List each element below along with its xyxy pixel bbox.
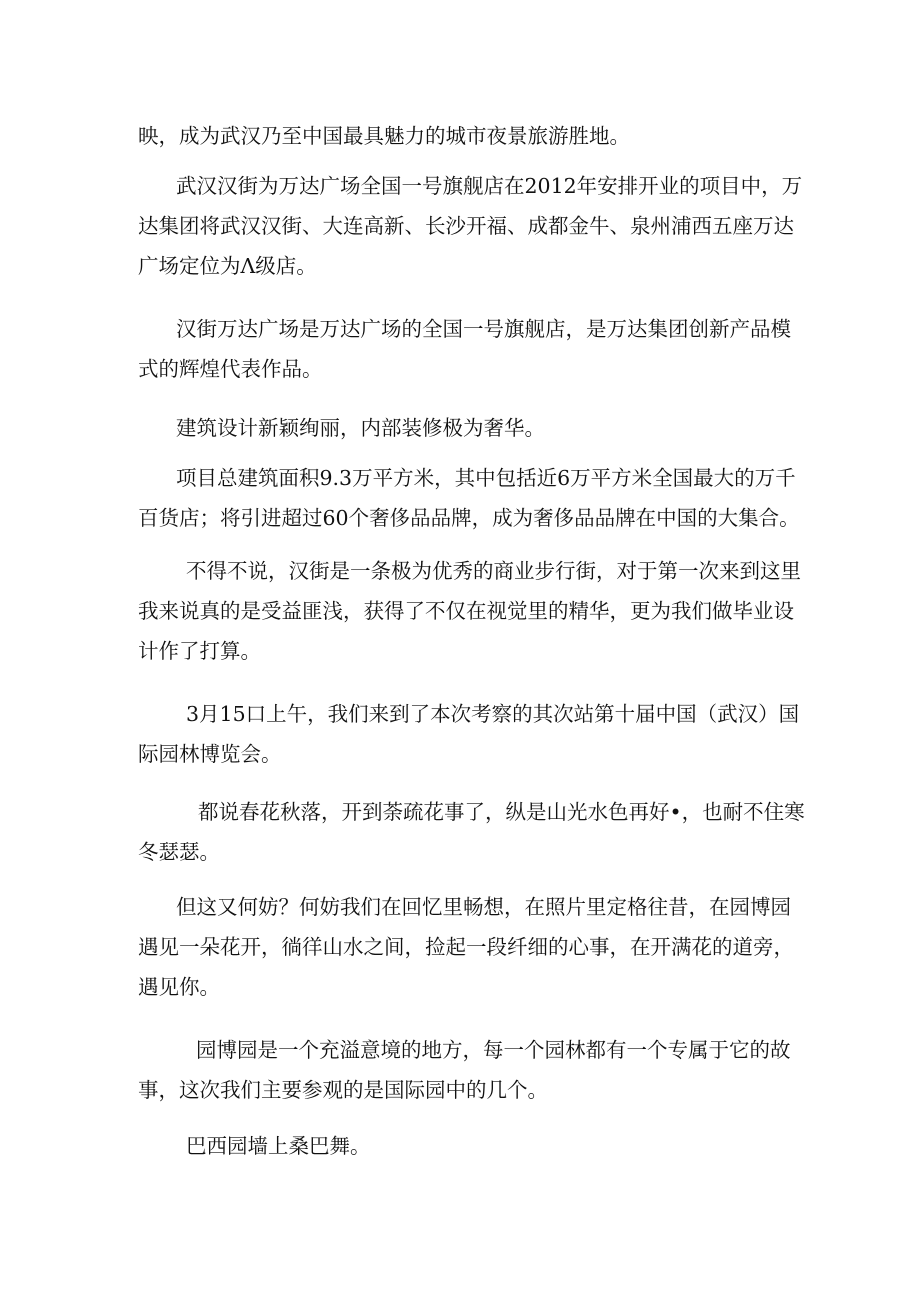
paragraph-3 <box>0 309 920 389</box>
text-line: 遇见一朵花开，徜徉山水之间，捡起一段纤细的心事，在开满花的道旁， <box>138 935 794 959</box>
paragraph-1 <box>0 116 920 156</box>
text-line: 式的辉煌代表作品。 <box>138 357 323 381</box>
text-line: 不得不说，汉街是一条极为优秀的商业步行街，对于第一次来到这里 <box>186 559 801 583</box>
text-line: 冬瑟瑟。 <box>138 840 220 864</box>
paragraph-5 <box>0 458 920 538</box>
text-line: 遇见你。 <box>138 975 220 999</box>
paragraph-11 <box>0 1126 920 1166</box>
paragraph-6 <box>0 551 920 671</box>
text-line: 映，成为武汉乃至中国最具魅力的城市夜景旅游胜地。 <box>138 124 630 148</box>
text-line: 巴西园墙上桑巴舞。 <box>186 1134 371 1158</box>
paragraph-10 <box>0 1030 920 1110</box>
text-line: 建筑设计新颖绚丽，内部装修极为奢华。 <box>176 416 545 440</box>
text-line: 际园林博览会。 <box>138 742 282 766</box>
text-line: 我来说真的是受益匪浅，获得了不仅在视觉里的精华，更为我们做毕业设 <box>138 599 794 623</box>
text-line: 都说春花秋落，开到荼疏花事了，纵是山光水色再好•，也耐不住寒 <box>198 800 805 824</box>
text-line: 园博园是一个充溢意境的地方，每一个园林都有一个专属于它的故 <box>196 1038 791 1062</box>
text-line: 武汉汉街为万达广场全国一号旗舰店在2012年安排开业的项目中，万 <box>176 174 803 198</box>
text-line: 广场定位为Λ级店。 <box>138 254 317 278</box>
paragraph-7 <box>0 694 920 774</box>
text-line: 3月15口上午，我们来到了本次考察的其次站第十届中国（武汉）国 <box>186 702 800 726</box>
text-line: 事，这次我们主要参观的是国际园中的几个。 <box>138 1078 548 1102</box>
paragraph-2 <box>0 166 920 286</box>
text-line: 计作了打算。 <box>138 639 261 663</box>
paragraph-9 <box>0 887 920 1007</box>
paragraph-4 <box>0 408 920 448</box>
paragraph-8 <box>0 792 920 872</box>
text-line: 达集团将武汉汉街、大连高新、长沙开福、成都金牛、泉州浦西五座万达 <box>138 214 794 238</box>
text-line: 百货店；将引进超过60个奢侈品品牌，成为奢侈品品牌在中国的大集合。 <box>138 506 800 530</box>
text-line: 但这又何妨？何妨我们在回忆里畅想，在照片里定格往昔，在园博园 <box>176 895 791 919</box>
text-line: 汉街万达广场是万达广场的全国一号旗舰店，是万达集团创新产品模 <box>176 317 791 341</box>
text-line: 项目总建筑面积9.3万平方米，其中包括近6万平方米全国最大的万千 <box>176 466 796 490</box>
